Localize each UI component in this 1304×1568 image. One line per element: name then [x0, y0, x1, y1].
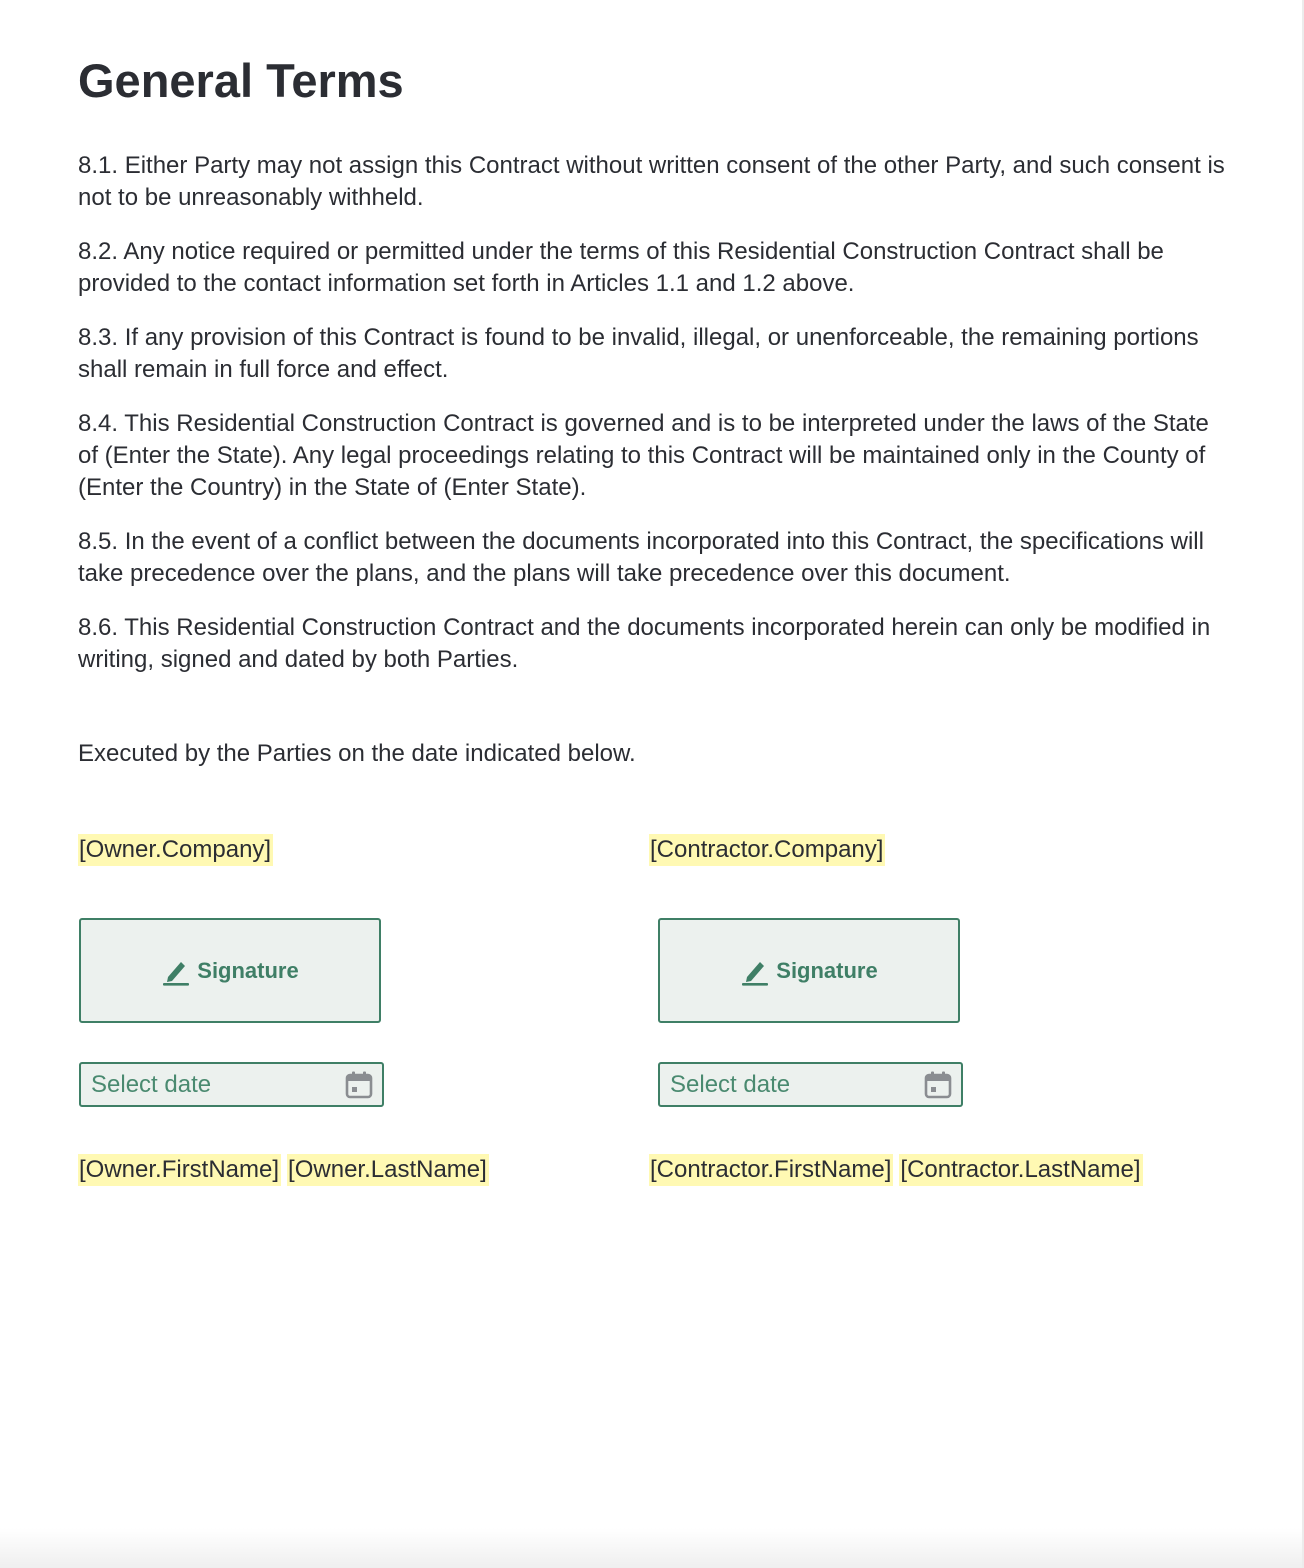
- calendar-icon[interactable]: [344, 1070, 374, 1100]
- owner-lastname-placeholder: [Owner.LastName]: [287, 1154, 489, 1186]
- contractor-signature-button[interactable]: [658, 918, 960, 1023]
- contractor-date-input[interactable]: [660, 1064, 910, 1105]
- owner-company-placeholder: [Owner.Company]: [78, 834, 273, 866]
- calendar-icon[interactable]: [923, 1070, 953, 1100]
- term-8-1: 8.1. Either Party may not assign this Contract without written consent of the other Party, and such consent is not to be unreasonably withheld.: [78, 152, 1225, 211]
- contractor-lastname-placeholder: [Contractor.LastName]: [899, 1154, 1142, 1186]
- term-8-5: 8.5. In the event of a conflict between the documents incorporated into this Contract, the specifications will take precedence over the plans, and the plans will take precedence over this document.: [78, 528, 1204, 587]
- contractor-name-row: [649, 1154, 1143, 1186]
- contractor-company-placeholder: [Contractor.Company]: [649, 834, 885, 866]
- owner-name-row: [78, 1154, 489, 1186]
- page-bottom-edge: [0, 1528, 1302, 1568]
- owner-signature-block: [78, 834, 487, 1183]
- contractor-date-field[interactable]: [658, 1062, 963, 1107]
- contractor-firstname-placeholder: [Contractor.FirstName]: [649, 1154, 893, 1186]
- terms-list: [78, 150, 1228, 676]
- owner-date-input[interactable]: [81, 1064, 331, 1105]
- term-8-3: 8.3. If any provision of this Contract is found to be invalid, illegal, or unenforceable, the remaining portions shall remain in full force and effect.: [78, 324, 1199, 383]
- signature-label: Signature: [776, 957, 878, 983]
- signature-label: Signature: [197, 957, 299, 983]
- pen-icon: [161, 955, 191, 987]
- term-8-2: 8.2. Any notice required or permitted under the terms of this Residential Construction Contract shall be provided to the contact information set forth in Articles 1.1 and 1.2 above.: [78, 238, 1164, 297]
- executed-statement: Executed by the Parties on the date indicated below.: [78, 740, 636, 767]
- term-8-4: 8.4. This Residential Construction Contract is governed and is to be interpreted under the laws of the State of (Enter the State). Any legal proceedings relating to this Contract will be maintained only in the County of (Enter the Country) in the State of (Enter State).: [78, 410, 1209, 501]
- pen-icon: [740, 955, 770, 987]
- owner-firstname-placeholder: [Owner.FirstName]: [78, 1154, 281, 1186]
- owner-signature-button[interactable]: [79, 918, 381, 1023]
- term-8-6: 8.6. This Residential Construction Contract and the documents incorporated herein can only be modified in writing, signed and dated by both Parties.: [78, 614, 1211, 673]
- contractor-signature-block: [649, 834, 1141, 1183]
- owner-date-field[interactable]: [79, 1062, 384, 1107]
- document-content: [78, 52, 1228, 1214]
- signature-section: [78, 834, 1228, 1214]
- page-title: General Terms: [78, 54, 404, 107]
